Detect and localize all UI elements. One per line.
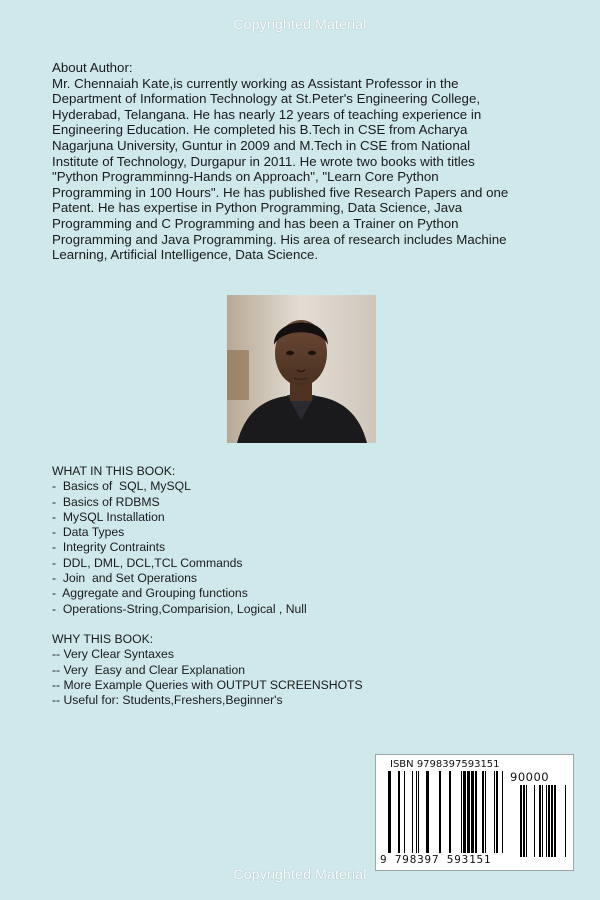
list-item: - Basics of SQL, MySQL: [52, 479, 191, 494]
barcode-bar: [475, 771, 477, 853]
barcode-bar: [542, 785, 543, 857]
barcode-bar: [388, 771, 391, 853]
barcode-bar: [412, 771, 413, 853]
why-list: [52, 647, 472, 708]
list-item: -- More Example Queries with OUTPUT SCREENSHOTS: [52, 677, 363, 692]
list-item: -- Very Easy and Clear Explanation: [52, 662, 246, 677]
barcode-bar: [418, 771, 419, 853]
watermark-bottom: Copyrighted Material: [233, 866, 367, 882]
author-photo: [227, 295, 376, 443]
barcode-bar: [546, 785, 547, 857]
barcode-bar: [467, 771, 470, 853]
list-item: - Data Types: [52, 525, 125, 540]
what-list: [52, 479, 472, 617]
list-item: - Aggregate and Grouping functions: [52, 586, 248, 601]
list-item: - Basics of RDBMS: [52, 494, 160, 509]
barcode-bar: [482, 771, 484, 853]
barcode-bar: [463, 771, 466, 853]
barcode-bar: [534, 785, 535, 857]
about-author-heading: About Author:: [52, 60, 133, 75]
what-heading: WHAT IN THIS BOOK:: [52, 464, 176, 478]
about-author-section: [52, 60, 552, 263]
barcode-bar: [398, 771, 400, 853]
barcode-bar: [523, 785, 525, 857]
barcode-bar: [471, 771, 474, 853]
barcode-bar: [554, 785, 556, 857]
barcode-bar: [404, 771, 405, 853]
list-item: -- Very Clear Syntaxes: [52, 647, 174, 662]
list-item: - Join and Set Operations: [52, 571, 197, 586]
isbn-barcode-box: [375, 754, 574, 871]
list-item: - Operations-String,Comparision, Logical , Null: [52, 601, 307, 616]
about-author-body: Mr. Chennaiah Kate,is currently working as Assistant Professor in the Department of Information Technology at St.Peter's Engineering College, Hyderabad, Telangana. He has nearly 12 years of teaching experience in Engineering Education. He completed his B.Tech in CSE from Acharya Nagarjuna University, Guntur in 2009 and M.Tech in CSE from National Institute of Technology, Durgapur in 2011. He wrote two books with titles "Python Programminng-Hands on Approach", "Learn Core Python Programming in 100 Hours". He has published five Research Papers and one Patent. He has expertise in Python Programming, Data Science, Java Programming and C Programming and has been a Trainer on Python Programming and Java Programming. His area of research includes Machine Learning, Artificial Intelligence, Data Science.: [52, 75, 509, 263]
isbn-label: ISBN 9798397593151: [390, 759, 500, 770]
barcode-bar: [461, 771, 462, 853]
barcode-bar: [502, 771, 503, 853]
barcode-bar: [565, 785, 566, 857]
barcode-bar: [551, 785, 553, 857]
ean-barcode-bars: [388, 771, 508, 861]
list-item: - DDL, DML, DCL,TCL Commands: [52, 555, 243, 570]
barcode-bar: [416, 771, 417, 853]
barcode-bar: [485, 771, 486, 853]
what-in-this-book-section: [52, 464, 472, 617]
barcode-bar: [439, 771, 441, 853]
barcode-bar: [496, 771, 498, 853]
list-item: - MySQL Installation: [52, 509, 165, 524]
list-item: - Integrity Contraints: [52, 540, 166, 555]
addon-barcode-bars: [510, 785, 570, 857]
why-this-book-section: [52, 632, 472, 708]
why-heading: WHY THIS BOOK:: [52, 632, 154, 646]
barcode-bar: [426, 771, 429, 853]
watermark-top: Copyrighted Material: [233, 16, 367, 32]
barcode-bar: [539, 785, 541, 857]
barcode-bar: [548, 785, 550, 857]
barcode-bar: [449, 771, 451, 853]
barcode-bar: [526, 785, 527, 857]
addon-digits: 90000: [510, 770, 550, 784]
ean-digits: 9 798397 593151: [380, 853, 492, 866]
barcode-bar: [520, 785, 522, 857]
barcode-bar: [494, 771, 495, 853]
list-item: -- Useful for: Students,Freshers,Beginner's: [52, 693, 283, 708]
